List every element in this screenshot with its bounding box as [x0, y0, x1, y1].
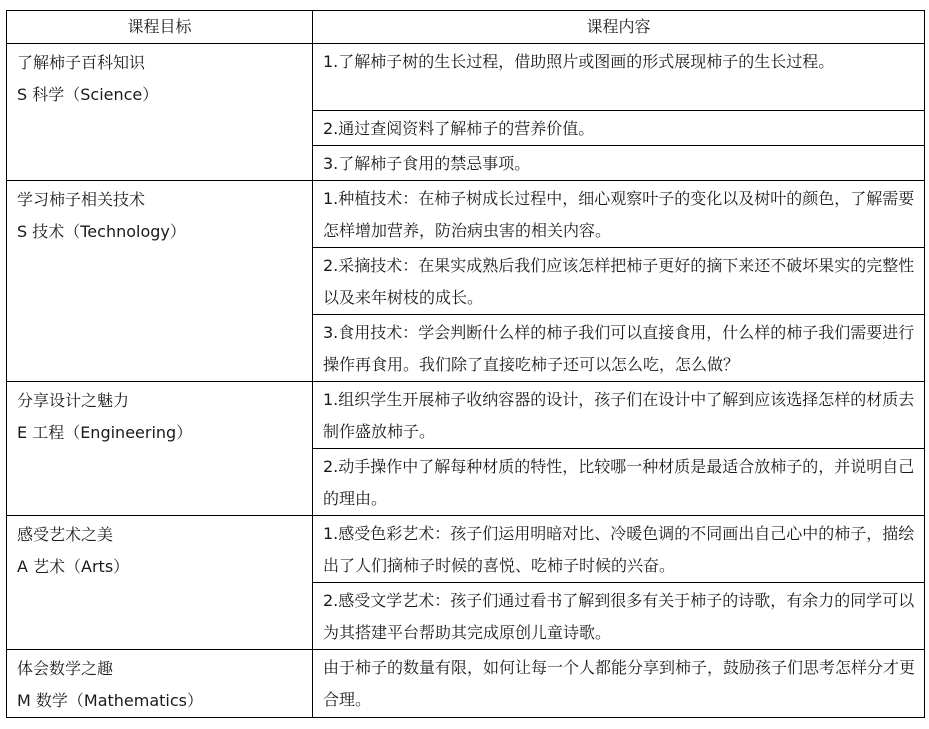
goal-subject: E 工程（Engineering） [17, 423, 193, 442]
content-text: 2.通过查阅资料了解柿子的营养价值。 [323, 119, 595, 138]
goal-cell-arts [7, 516, 313, 650]
content-cell [313, 111, 925, 146]
content-text: 2.动手操作中了解每种材质的特性，比较哪一种材质是最适合放柿子的，并说明自己的理由。 [323, 457, 915, 508]
goal-subject: A 艺术（Arts） [17, 557, 130, 576]
goal-title: 学习柿子相关技术 [17, 190, 146, 209]
goal-subject: S 技术（Technology） [17, 222, 186, 241]
content-cell [313, 146, 925, 181]
content-cell [313, 248, 925, 315]
goal-cell-mathematics [7, 650, 313, 718]
goal-cell-science [7, 44, 313, 181]
curriculum-table [6, 10, 925, 718]
content-text: 1.种植技术：在柿子树成长过程中，细心观察叶子的变化以及树叶的颜色，了解需要怎样增加营养，防治病虫害的相关内容。 [323, 189, 915, 240]
content-cell [313, 44, 925, 111]
goal-column-header: 课程目标 [7, 11, 313, 44]
content-cell [313, 650, 925, 718]
content-cell [313, 449, 925, 516]
goal-title: 感受艺术之美 [17, 525, 114, 544]
content-cell [313, 583, 925, 650]
content-cell [313, 315, 925, 382]
content-text: 1.了解柿子树的生长过程，借助照片或图画的形式展现柿子的生长过程。 [323, 52, 835, 71]
goal-cell-engineering [7, 382, 313, 516]
table-row [7, 650, 925, 718]
goal-title: 分享设计之魅力 [17, 391, 130, 410]
goal-subject: M 数学（Mathematics） [17, 691, 204, 710]
table-row [7, 382, 925, 449]
goal-title: 体会数学之趣 [17, 659, 114, 678]
goal-cell-technology [7, 181, 313, 382]
content-text: 1.感受色彩艺术：孩子们运用明暗对比、冷暖色调的不同画出自己心中的柿子，描绘出了人们摘柿子时候的喜悦、吃柿子时候的兴奋。 [323, 524, 915, 575]
content-text: 由于柿子的数量有限，如何让每一个人都能分享到柿子，鼓励孩子们思考怎样分才更合理。 [323, 658, 916, 709]
content-text: 3.了解柿子食用的禁忌事项。 [323, 154, 531, 173]
table-row [7, 516, 925, 583]
goal-subject: S 科学（Science） [17, 85, 159, 104]
content-text: 3.食用技术：学会判断什么样的柿子我们可以直接食用，什么样的柿子我们需要进行操作再食用。我们除了直接吃柿子还可以怎么吃，怎么做？ [323, 323, 915, 374]
content-cell [313, 181, 925, 248]
content-text: 2.采摘技术：在果实成熟后我们应该怎样把柿子更好的摘下来还不破坏果实的完整性以及来年树枝的成长。 [323, 256, 915, 307]
content-cell [313, 382, 925, 449]
content-text: 1.组织学生开展柿子收纳容器的设计，孩子们在设计中了解到应该选择怎样的材质去制作盛放柿子。 [323, 390, 915, 441]
table-header-row [7, 11, 925, 44]
table-row [7, 181, 925, 248]
content-column-header: 课程内容 [313, 11, 925, 44]
content-text: 2.感受文学艺术：孩子们通过看书了解到很多有关于柿子的诗歌，有余力的同学可以为其搭建平台帮助其完成原创儿童诗歌。 [323, 591, 915, 642]
table-row [7, 44, 925, 111]
content-cell [313, 516, 925, 583]
goal-title: 了解柿子百科知识 [17, 53, 146, 72]
